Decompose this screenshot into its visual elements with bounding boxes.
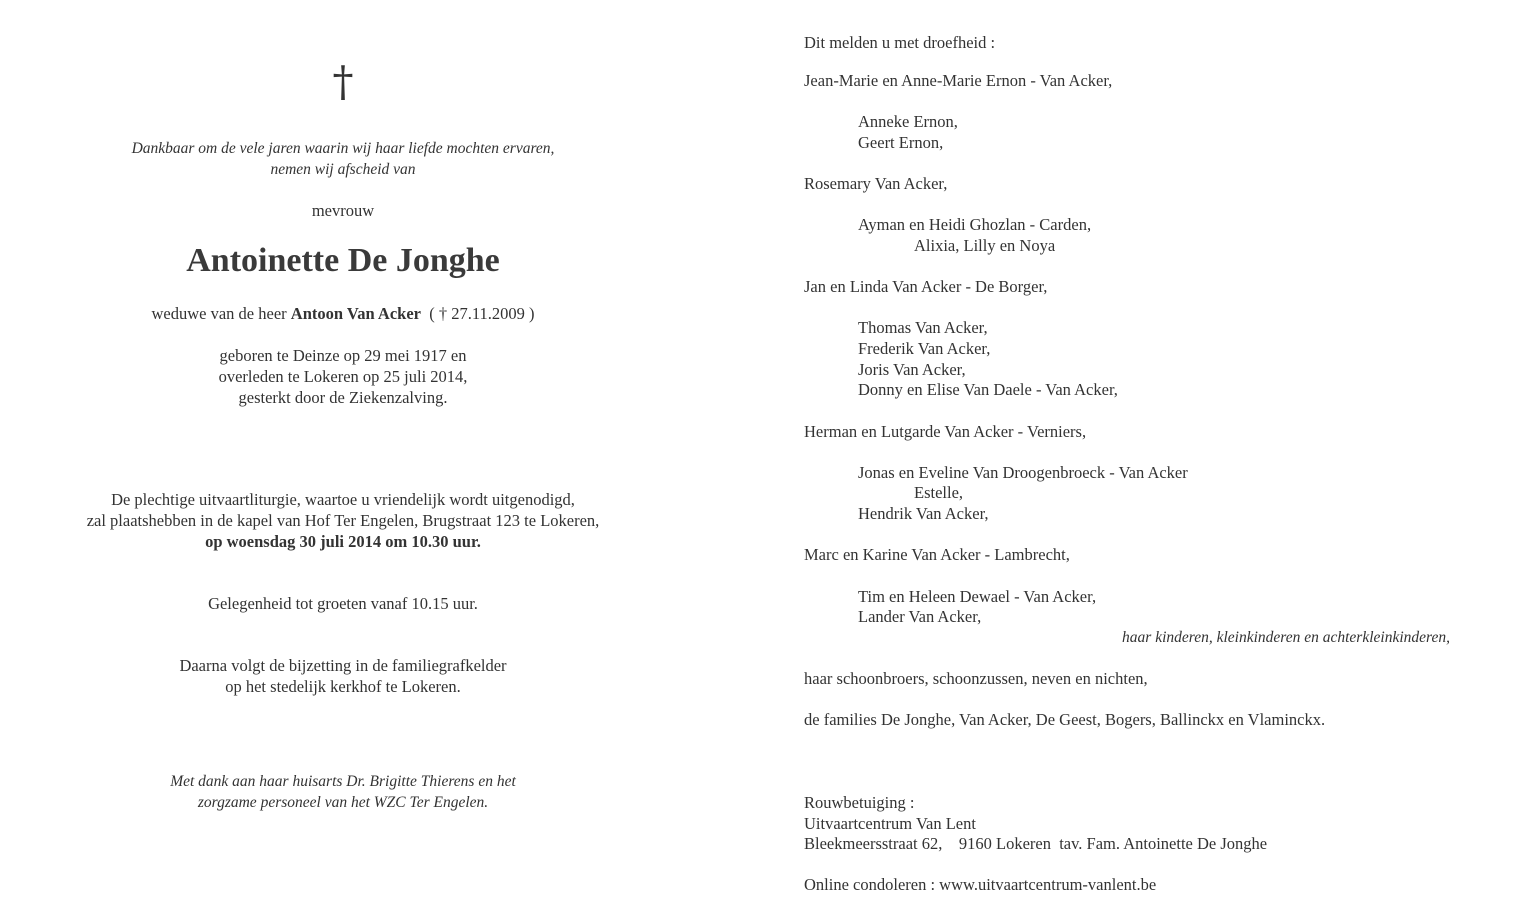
families-line: de families De Jonghe, Van Acker, De Geest, Bogers, Ballinckx en Vlaminckx.: [804, 710, 1326, 729]
family-member: Tim en Heleen Dewael - Van Acker,: [858, 587, 1097, 606]
kids-summary: haar kinderen, kleinkinderen en achterkleinkinderen,: [1122, 629, 1450, 646]
died-line: overleden te Lokeren op 25 juli 2014,: [218, 367, 468, 386]
family-member: Lander Van Acker,: [858, 607, 982, 626]
family-member: Geert Ernon,: [858, 133, 944, 152]
family-member: Donny en Elise Van Daele - Van Acker,: [858, 380, 1118, 399]
funeral-home-address: Bleekmeersstraat 62, 9160 Lokeren tav. Fam. Antoinette De Jonghe: [804, 834, 1268, 853]
funeral-datetime: op woensdag 30 juli 2014 om 10.30 uur.: [205, 532, 481, 551]
deceased-name: Antoinette De Jonghe: [186, 242, 500, 279]
family-member: Marc en Karine Van Acker - Lambrecht,: [804, 545, 1070, 564]
in-laws-line: haar schoonbroers, schoonzussen, neven en nichten,: [804, 669, 1148, 688]
family-member: Jean-Marie en Anne-Marie Ernon - Van Acker,: [804, 71, 1113, 90]
spouse-name: Antoon Van Acker: [290, 304, 421, 323]
family-member: Hendrik Van Acker,: [858, 504, 989, 523]
family-member: Herman en Lutgarde Van Acker - Verniers,: [804, 422, 1087, 441]
gratitude-line-2: nemen wij afscheid van: [270, 161, 416, 178]
cross-icon: †: [332, 57, 354, 106]
burial-line-1: Daarna volgt de bijzetting in de familiegrafkelder: [179, 656, 507, 675]
family-member: Jan en Linda Van Acker - De Borger,: [804, 277, 1048, 296]
right-panel: [804, 0, 1484, 922]
born-line: geboren te Deinze op 29 mei 1917 en: [219, 346, 467, 365]
family-member: Rosemary Van Acker,: [804, 174, 948, 193]
online-condolence-link[interactable]: Online condoleren : www.uitvaartcentrum-vanlent.be: [804, 875, 1157, 894]
title-mevrouw: mevrouw: [311, 201, 375, 220]
funeral-home-name: Uitvaartcentrum Van Lent: [804, 814, 976, 833]
family-member: Thomas Van Acker,: [858, 318, 988, 337]
intro-line: Dit melden u met droefheid :: [804, 33, 996, 52]
family-member: Alixia, Lilly en Noya: [914, 236, 1056, 255]
sacrament-line: gesterkt door de Ziekenzalving.: [238, 388, 448, 407]
family-member: Joris Van Acker,: [858, 360, 966, 379]
burial-line-2: op het stedelijk kerkhof te Lokeren.: [225, 677, 461, 696]
funeral-line-2: zal plaatshebben in de kapel van Hof Ter Engelen, Brugstraat 123 te Lokeren,: [86, 511, 600, 530]
gratitude-line-1: Dankbaar om de vele jaren waarin wij haar liefde mochten ervaren,: [131, 140, 555, 157]
condolence-label: Rouwbetuiging :: [804, 793, 915, 812]
widow-line: [0, 303, 686, 324]
left-panel: [0, 0, 686, 922]
thanks-line-2: zorgzame personeel van het WZC Ter Engelen.: [197, 794, 489, 811]
family-member: Anneke Ernon,: [858, 112, 958, 131]
family-member: Ayman en Heidi Ghozlan - Carden,: [858, 215, 1092, 234]
widow-prefix: weduwe van de heer: [151, 304, 287, 323]
family-member: Frederik Van Acker,: [858, 339, 991, 358]
family-member: Estelle,: [914, 483, 964, 502]
greeting-line: Gelegenheid tot groeten vanaf 10.15 uur.: [208, 594, 478, 613]
family-member: Jonas en Eveline Van Droogenbroeck - Van Acker: [858, 463, 1188, 482]
spouse-death: ( † 27.11.2009 ): [429, 304, 535, 323]
thanks-line-1: Met dank aan haar huisarts Dr. Brigitte Thierens en het: [170, 773, 516, 790]
funeral-line-1: De plechtige uitvaartliturgie, waartoe u vriendelijk wordt uitgenodigd,: [111, 490, 575, 509]
